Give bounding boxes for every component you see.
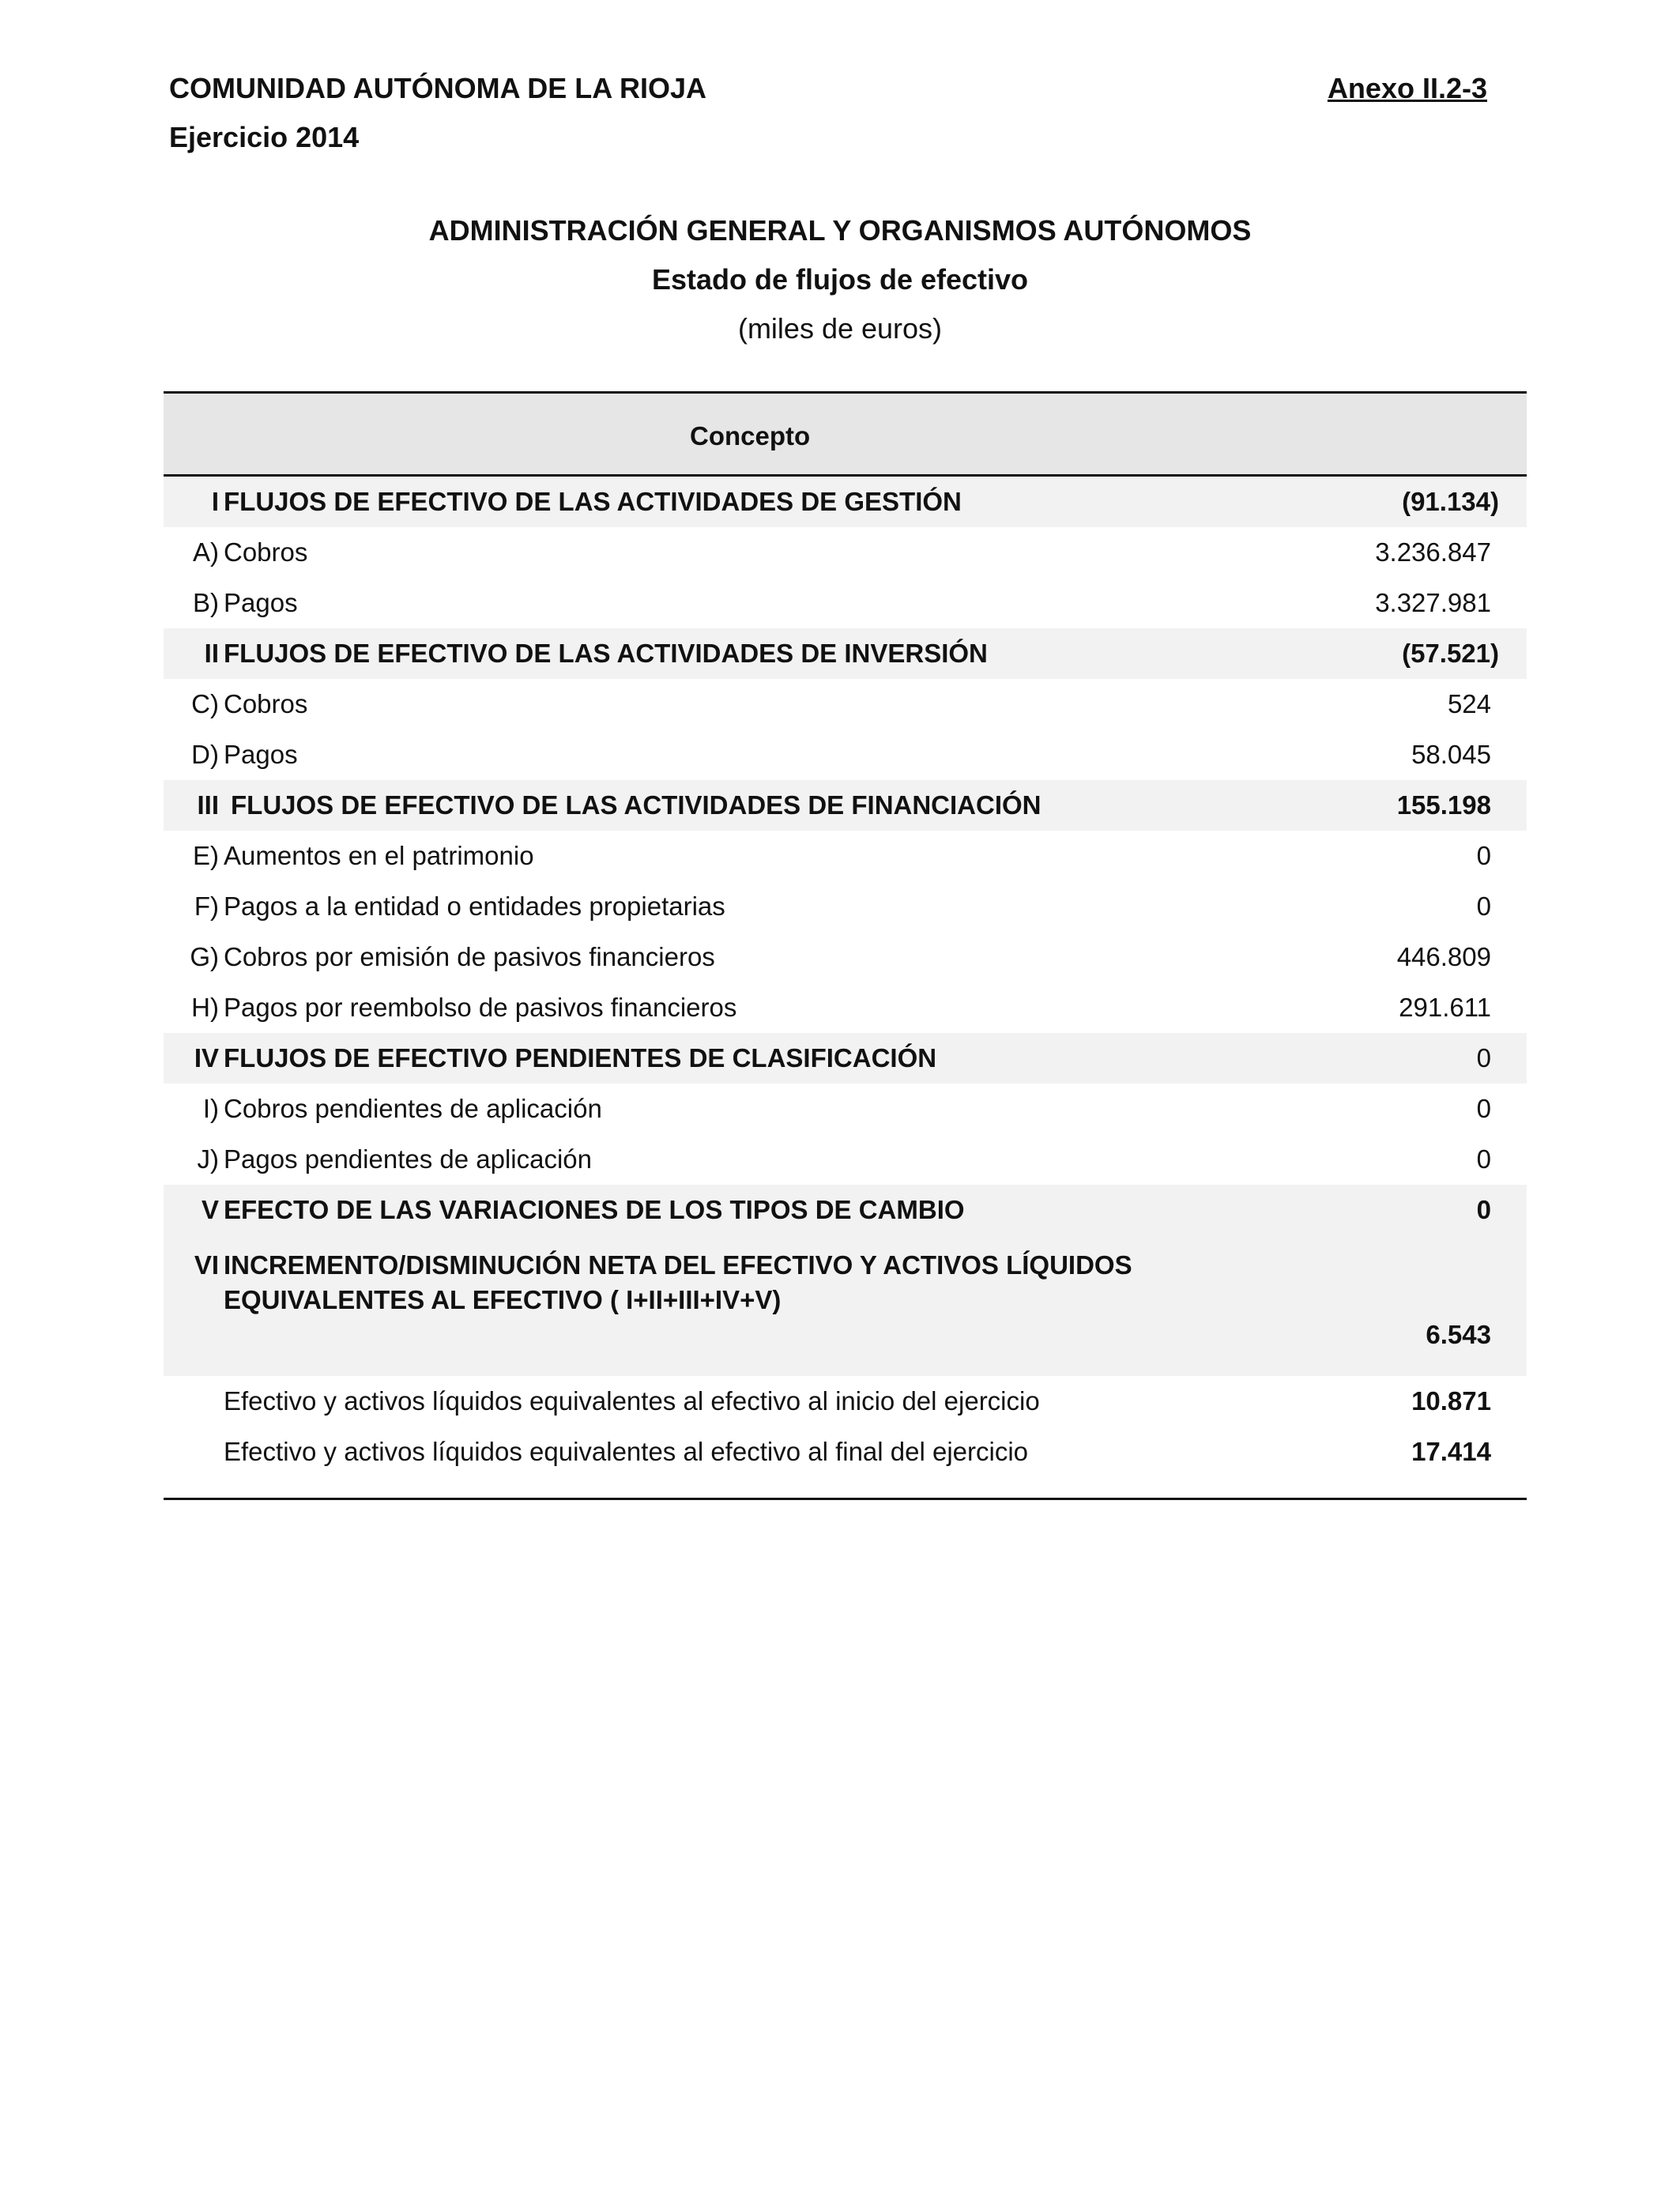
table-row xyxy=(164,881,1527,932)
row-code: VI xyxy=(194,1250,219,1280)
row-value: 0 xyxy=(1476,1043,1491,1072)
table-row xyxy=(164,527,1527,578)
row-code: A) xyxy=(193,537,219,567)
row-value: 524 xyxy=(1447,689,1491,718)
row-label: FLUJOS DE EFECTIVO PENDIENTES DE CLASIFICACIÓN xyxy=(224,1043,937,1072)
row-code: II xyxy=(204,639,219,668)
row-label: Efectivo y activos líquidos equivalentes al efectivo al final del ejercicio xyxy=(224,1437,1029,1466)
row-label: FLUJOS DE EFECTIVO DE LAS ACTIVIDADES DE FINANCIACIÓN xyxy=(231,790,1042,820)
row-code: I) xyxy=(202,1094,219,1123)
row-label: Cobros xyxy=(224,689,308,718)
report-title: ADMINISTRACIÓN GENERAL Y ORGANISMOS AUTÓNOMOS xyxy=(428,214,1252,247)
section-row-incremento-neto xyxy=(164,1235,1527,1376)
row-label: Pagos xyxy=(224,588,298,617)
table-row xyxy=(164,831,1527,881)
row-value: 0 xyxy=(1476,1195,1491,1224)
row-code: D) xyxy=(191,740,219,769)
row-label: Pagos por reembolso de pasivos financieros xyxy=(224,993,737,1022)
row-code: III xyxy=(197,790,219,820)
row-label: Cobros por emisión de pasivos financieros xyxy=(224,942,715,971)
section-row-gestion xyxy=(164,477,1527,527)
row-code: V xyxy=(201,1195,219,1224)
title-block xyxy=(0,213,1680,346)
table-row xyxy=(164,578,1527,628)
row-label: Cobros xyxy=(224,537,308,567)
table-row xyxy=(164,932,1527,982)
row-label: Pagos a la entidad o entidades propietarias xyxy=(224,892,725,921)
row-label-line-2: EQUIVALENTES AL EFECTIVO ( I+II+III+IV+V) xyxy=(224,1285,782,1314)
row-code: IV xyxy=(194,1043,219,1072)
table-row xyxy=(164,982,1527,1033)
row-value: 10.871 xyxy=(1411,1386,1491,1416)
row-label: FLUJOS DE EFECTIVO DE LAS ACTIVIDADES DE INVERSIÓN xyxy=(224,639,988,668)
row-value: 6.543 xyxy=(1426,1320,1491,1349)
row-code: I xyxy=(211,487,219,516)
row-value: 0 xyxy=(1476,841,1491,870)
row-value: 155.198 xyxy=(1396,790,1491,820)
row-value: 291.611 xyxy=(1399,993,1491,1022)
row-value: 0 xyxy=(1476,1094,1491,1123)
row-value: 3.236.847 xyxy=(1375,537,1491,567)
units-note: (miles de euros) xyxy=(737,312,943,345)
annex-reference: Anexo II.2-3 xyxy=(1327,72,1487,104)
table-row xyxy=(164,1376,1527,1427)
table-row xyxy=(164,1134,1527,1185)
section-row-inversion xyxy=(164,628,1527,679)
table-row xyxy=(164,679,1527,729)
row-value: 0 xyxy=(1476,892,1491,921)
table-row xyxy=(164,1084,1527,1134)
section-row-financiacion xyxy=(164,780,1527,831)
row-value: 0 xyxy=(1476,1144,1491,1174)
organization-name: COMUNIDAD AUTÓNOMA DE LA RIOJA xyxy=(169,72,706,104)
row-value: 17.414 xyxy=(1411,1437,1491,1466)
section-row-tipos-cambio xyxy=(164,1185,1527,1235)
row-label: Efectivo y activos líquidos equivalentes al efectivo al inicio del ejercicio xyxy=(224,1386,1040,1416)
row-code: G) xyxy=(190,942,219,971)
row-value: 58.045 xyxy=(1411,740,1491,769)
table-bottom-spacer xyxy=(164,1477,1527,1498)
row-code: H) xyxy=(191,993,219,1022)
row-value: 3.327.981 xyxy=(1375,588,1491,617)
row-label: FLUJOS DE EFECTIVO DE LAS ACTIVIDADES DE GESTIÓN xyxy=(224,487,962,516)
row-code: C) xyxy=(191,689,219,718)
row-label: Pagos pendientes de aplicación xyxy=(224,1144,593,1174)
concept-column-header: Concepto xyxy=(690,421,811,450)
cash-flow-table xyxy=(164,391,1527,1500)
row-value: (57.521) xyxy=(1402,639,1499,668)
fiscal-year: Ejercicio 2014 xyxy=(169,121,360,153)
row-code: E) xyxy=(193,841,219,870)
report-subtitle: Estado de flujos de efectivo xyxy=(651,263,1029,296)
row-label: Cobros pendientes de aplicación xyxy=(224,1094,602,1123)
row-label: Pagos xyxy=(224,740,298,769)
document-header xyxy=(169,71,706,155)
table-bottom-rule xyxy=(164,1498,1527,1500)
row-value: 446.809 xyxy=(1396,942,1491,971)
row-value: (91.134) xyxy=(1402,487,1499,516)
table-row xyxy=(164,1427,1527,1477)
row-label-line-1: INCREMENTO/DISMINUCIÓN NETA DEL EFECTIVO Y ACTIVOS LÍQUIDOS xyxy=(224,1250,1132,1280)
row-code: F) xyxy=(194,892,219,921)
row-code: B) xyxy=(193,588,219,617)
table-row xyxy=(164,729,1527,780)
row-label: EFECTO DE LAS VARIACIONES DE LOS TIPOS DE CAMBIO xyxy=(224,1195,965,1224)
row-label: Aumentos en el patrimonio xyxy=(224,841,534,870)
section-row-pendientes xyxy=(164,1033,1527,1084)
row-code: J) xyxy=(197,1144,219,1174)
table-header xyxy=(164,394,1527,477)
